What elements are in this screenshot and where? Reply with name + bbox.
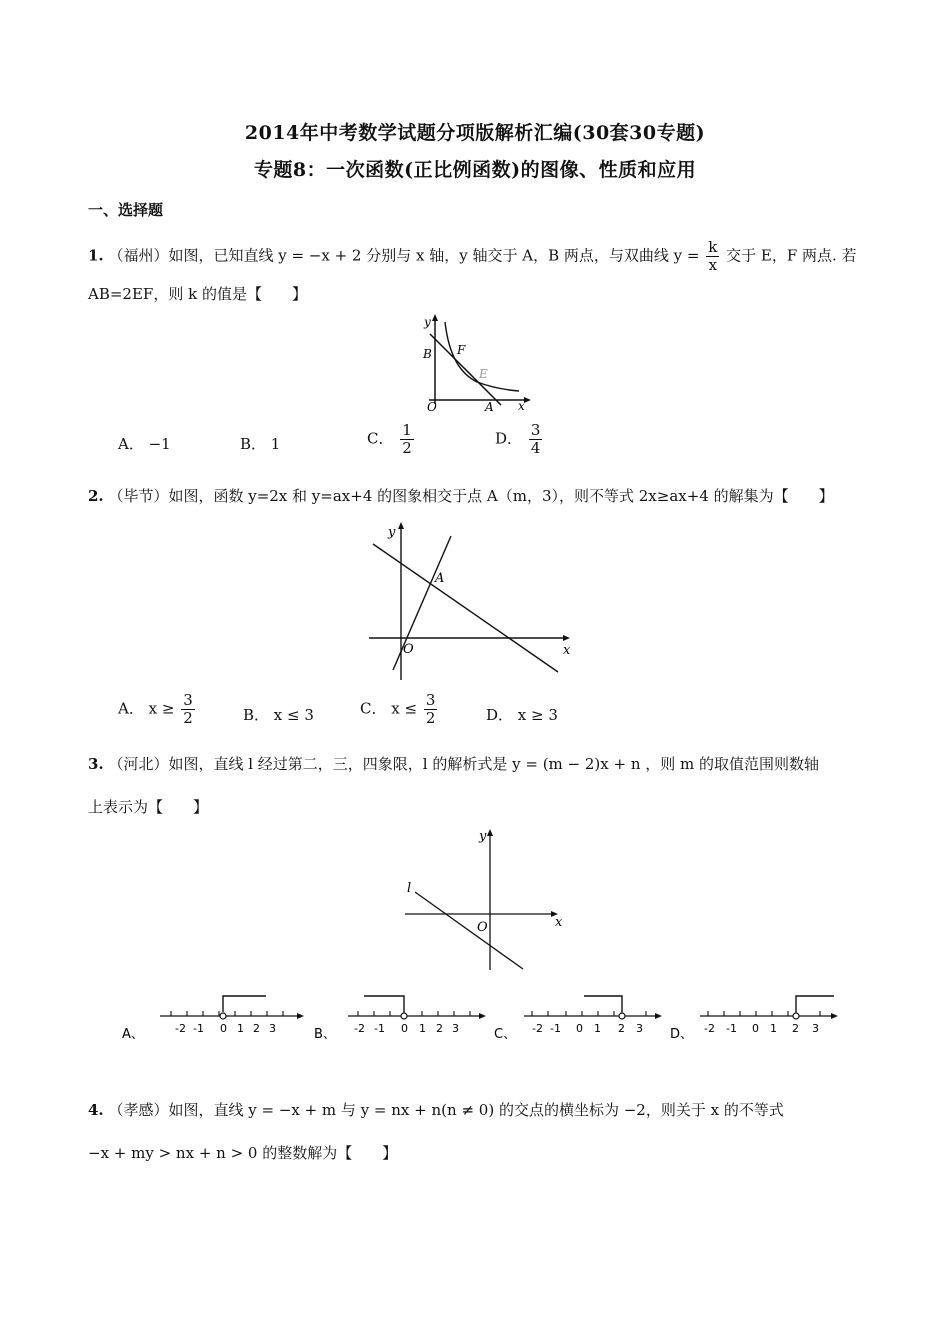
tick-label: 1 xyxy=(419,1022,426,1035)
open-circle xyxy=(793,1013,799,1019)
fraction-numerator: k xyxy=(708,238,718,256)
tick-label: 0 xyxy=(576,1022,583,1035)
question-text: （河北）如图，直线 l 经过第二，三，四象限，l 的解析式是 y = (m − 2)x + n ，则 m 的取值范围则数轴 xyxy=(108,755,820,773)
ticks xyxy=(171,1011,283,1016)
question-4-line-1 xyxy=(88,1100,784,1120)
ticks xyxy=(532,1011,646,1016)
ticks xyxy=(358,1011,470,1016)
label-o: O xyxy=(403,642,414,657)
tick-label: -2 xyxy=(175,1022,186,1035)
question-number: 2. xyxy=(88,487,104,505)
tick-label: 3 xyxy=(636,1022,643,1035)
open-circle xyxy=(220,1013,226,1019)
label-o: O xyxy=(427,400,437,412)
label-x: x xyxy=(518,399,525,412)
option-c xyxy=(360,692,439,727)
doc-subtitle: 专题8：一次函数(正比例函数)的图像、性质和应用 xyxy=(253,159,697,181)
label-l: l xyxy=(407,881,412,896)
label-x: x xyxy=(555,915,563,930)
question-number: 4. xyxy=(88,1101,104,1119)
tick-label: 1 xyxy=(770,1022,777,1035)
tick-label: 2 xyxy=(436,1022,443,1035)
tick-label: -1 xyxy=(550,1022,561,1035)
question-text: （福州）如图，已知直线 y = −x + 2 分别与 x 轴，y 轴交于 A，B 两点，与双曲线 y = xyxy=(108,246,700,265)
option-b: B． x ≤ 3 xyxy=(243,706,314,724)
tick-label: 1 xyxy=(594,1022,601,1035)
option-a xyxy=(118,692,197,727)
question-text: （孝感）如图，直线 y = −x + m 与 y = nx + n(n ≠ 0) 的交点的横坐标为 −2，则关于 x 的不等式 xyxy=(108,1101,784,1119)
option-label: C、 xyxy=(494,1027,517,1040)
label-y: y xyxy=(479,829,487,844)
tick-label: 0 xyxy=(220,1022,227,1035)
tick-label: 3 xyxy=(452,1022,459,1035)
tick-label: -1 xyxy=(193,1022,204,1035)
tick-label: -2 xyxy=(532,1022,543,1035)
label-a: A xyxy=(485,400,494,412)
tick-label: 3 xyxy=(812,1022,819,1035)
ticks xyxy=(708,1011,820,1016)
numberline-option-c xyxy=(492,990,672,1040)
open-circle xyxy=(401,1013,407,1019)
option-label: B、 xyxy=(314,1027,336,1040)
tick-label: 0 xyxy=(752,1022,759,1035)
question-3-figure xyxy=(395,824,575,974)
tick-label: 3 xyxy=(269,1022,276,1035)
fraction-numerator: 3 xyxy=(183,691,193,709)
fraction-numerator: 1 xyxy=(402,421,412,439)
question-text: （毕节）如图，函数 y=2x 和 y=ax+4 的图象相交于点 A（m，3），则不等式 2x≥ax+4 的解集为【 】 xyxy=(108,487,834,505)
numberline-option-a xyxy=(118,990,308,1040)
section-heading: 一、选择题 xyxy=(88,201,164,219)
fraction xyxy=(181,692,195,727)
x-axis-arrow xyxy=(524,397,531,403)
fraction-denominator: 2 xyxy=(183,709,193,727)
numberline-option-d xyxy=(668,990,848,1040)
axis-arrow xyxy=(655,1013,662,1019)
option-label: A、 xyxy=(122,1027,144,1040)
label-y: y xyxy=(424,315,431,329)
fraction-denominator: 4 xyxy=(530,439,541,457)
question-number: 1. xyxy=(88,246,104,265)
y-axis-arrow xyxy=(398,522,404,529)
label-f: F xyxy=(457,343,466,357)
label-b: B xyxy=(423,347,432,361)
question-1-figure xyxy=(415,312,535,412)
fraction xyxy=(529,422,543,457)
tick-labels xyxy=(704,1022,819,1035)
option-label: D、 xyxy=(670,1027,694,1040)
option-b: B． 1 xyxy=(240,435,281,453)
open-circle xyxy=(619,1013,625,1019)
fraction-numerator: 3 xyxy=(530,421,541,439)
numberline-option-b xyxy=(312,990,492,1040)
label-a: A xyxy=(435,571,445,586)
option-c xyxy=(367,422,416,457)
label-o: O xyxy=(477,920,488,935)
question-4-line-2: −x + my > nx + n > 0 的整数解为【 】 xyxy=(88,1144,398,1162)
y-axis-arrow xyxy=(487,829,493,836)
doc-title: 2014年中考数学试题分项版解析汇编(30套30专题) xyxy=(244,122,706,144)
tick-labels xyxy=(532,1022,643,1035)
line-ab xyxy=(430,334,501,405)
fraction-denominator: 2 xyxy=(402,439,412,457)
label-y: y xyxy=(388,525,396,540)
tick-label: -2 xyxy=(704,1022,715,1035)
solution-ray xyxy=(796,996,834,1012)
question-3-line-1 xyxy=(88,754,819,774)
tick-label: 2 xyxy=(792,1022,799,1035)
tick-label: 1 xyxy=(237,1022,244,1035)
tick-label: -1 xyxy=(374,1022,385,1035)
y-axis-arrow xyxy=(432,314,438,321)
axis-arrow xyxy=(831,1013,838,1019)
question-text: 交于 E，F 两点. 若 xyxy=(726,246,857,265)
label-x: x xyxy=(563,643,571,658)
x-axis-arrow xyxy=(563,635,570,641)
solution-ray xyxy=(364,996,404,1012)
fraction xyxy=(424,692,438,727)
tick-labels xyxy=(175,1022,276,1035)
question-number: 3. xyxy=(88,755,104,773)
line-l xyxy=(415,892,523,969)
solution-ray xyxy=(584,996,622,1012)
fraction xyxy=(400,422,414,457)
solution-ray xyxy=(223,996,266,1012)
tick-label: -2 xyxy=(354,1022,365,1035)
option-d: D． x ≥ 3 xyxy=(486,706,558,724)
label-e: E xyxy=(479,367,488,381)
option-a: A． −1 xyxy=(118,435,171,453)
option-label: C． xyxy=(367,429,394,448)
tick-label: -1 xyxy=(726,1022,737,1035)
tick-label: 2 xyxy=(253,1022,260,1035)
question-3-line-2: 上表示为【 】 xyxy=(88,798,209,816)
option-d xyxy=(495,422,544,457)
fraction xyxy=(706,239,719,274)
fraction-denominator: 2 xyxy=(425,709,436,727)
question-2-figure xyxy=(365,520,580,685)
tick-label: 0 xyxy=(401,1022,408,1035)
tick-label: 2 xyxy=(618,1022,625,1035)
question-2-line xyxy=(88,486,834,506)
axis-arrow xyxy=(297,1013,304,1019)
axis-arrow xyxy=(479,1013,486,1019)
fraction-denominator: x xyxy=(708,256,718,274)
tick-labels xyxy=(354,1022,459,1035)
option-label: C． x ≤ xyxy=(360,699,418,718)
option-label: A． x ≥ xyxy=(118,699,175,718)
question-1-line-2: AB=2EF，则 k 的值是【 】 xyxy=(88,285,307,303)
line-y-2x xyxy=(393,536,451,670)
fraction-numerator: 3 xyxy=(425,691,436,709)
question-1-line-1 xyxy=(88,239,857,274)
option-label: D． xyxy=(495,429,523,448)
